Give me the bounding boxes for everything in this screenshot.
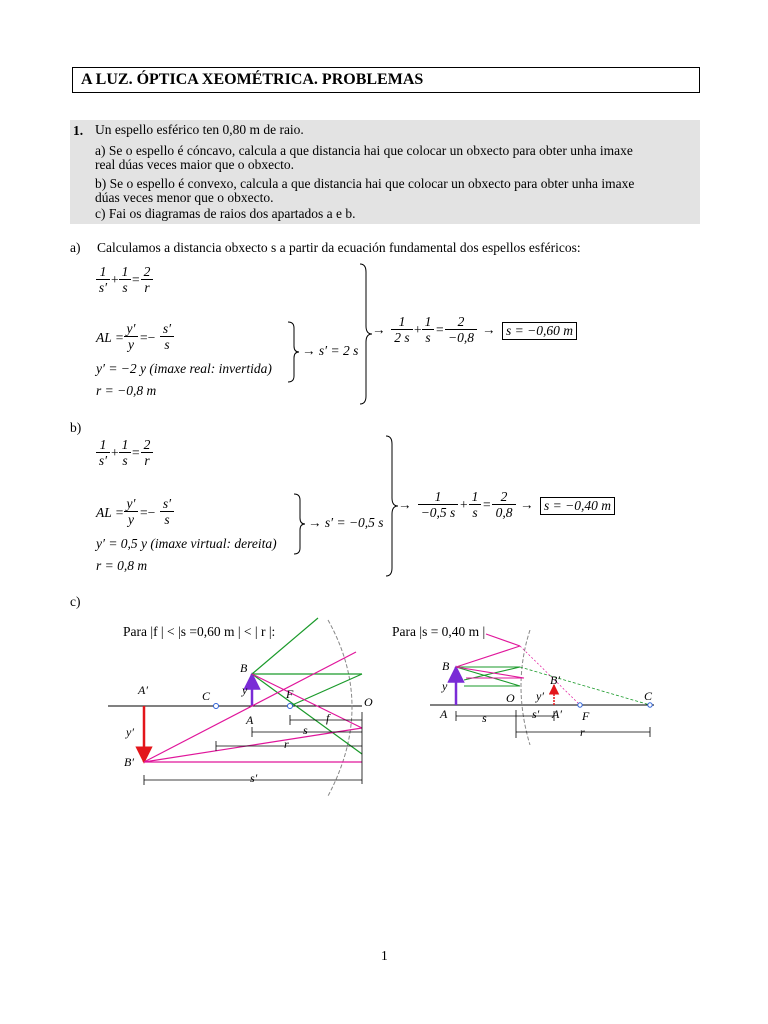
label-s: s (303, 723, 308, 737)
magnification-lhs-a: AL = (96, 330, 124, 345)
problem-part-b-line2: dúas veces menor que o obxecto. (95, 190, 274, 205)
frac-1-s-b: $\frac{1}{s}$ (119, 438, 131, 468)
problem-part-a-line1: a) Se o espello é cóncavo, calcula a que distancia hai que colocar un obxecto para obter unha imaxe (95, 143, 633, 158)
label-C: C (202, 689, 211, 703)
label-B: B (240, 661, 248, 675)
center-point-C (214, 704, 219, 709)
brace-large-b (386, 436, 398, 576)
label-A: A (246, 713, 254, 727)
label-r2: r (580, 725, 585, 739)
implies-a: → s′ = 2 s (302, 343, 359, 358)
frac-sprime-s-b: $\frac{s'}{s}$ (160, 497, 174, 527)
diagram1-caption: Para |f | < |s =0,60 m | < | r |: (123, 624, 276, 639)
brace-small-a (288, 322, 299, 382)
problem-number: 1. (73, 123, 84, 138)
label-B2: B (442, 659, 450, 673)
label-Bprime: B′ (124, 755, 134, 769)
label-F: F (286, 687, 294, 701)
subst-frac2-a: $\frac{1}{s}$ (422, 315, 434, 345)
label-A2: A (440, 707, 448, 721)
frac-1-sprime-b: $\frac{1}{s'}$ (96, 438, 110, 468)
label-C2: C (644, 689, 653, 703)
subst-frac2-b: $\frac{1}{s}$ (469, 490, 481, 520)
frac-1-sprime: $\frac{1}{s'}$ (96, 265, 110, 295)
frac-yprime-y-a: $\frac{y'}{y}$ (124, 322, 138, 352)
solution-b-label: b) (70, 420, 82, 435)
solution-a-intro: Calculamos a distancia obxecto s a partir da ecuación fundamental dos espellos esféricos: (97, 240, 581, 255)
focus-point-F (288, 704, 293, 709)
problem-part-c: c) Fai os diagramas de raios dos apartados a e b. (95, 206, 356, 221)
frac-sprime-s-a: $\frac{s'}{s}$ (160, 322, 174, 352)
label-O2: O (506, 691, 515, 705)
subst-frac1-a: $\frac{1}{2 s}$ (391, 315, 413, 345)
frac-2-r: $\frac{2}{r}$ (141, 265, 153, 295)
ray-diagram-concave (100, 612, 390, 800)
image-relation-a: y′ = −2 y (imaxe real: invertida) (96, 361, 272, 376)
frac-1-s: $\frac{1}{s}$ (119, 265, 131, 295)
result-b: s = −0,40 m (540, 497, 615, 515)
result-a: s = −0,60 m (502, 322, 577, 340)
diagram2-caption: Para |s = 0,40 m | (392, 624, 486, 639)
label-s2: s (482, 711, 487, 725)
page-title: A LUZ. ÓPTICA XEOMÉTRICA. PROBLEMAS (81, 71, 424, 88)
problem-text: Un espello esférico ten 0,80 m de raio. (95, 122, 304, 137)
radius-a: r = −0,8 m (96, 383, 157, 398)
subst-frac3-b: $\frac{2}{0,8}$ (492, 490, 516, 520)
label-yprime: y′ (126, 725, 134, 739)
focus-point-F2 (578, 703, 582, 707)
implies-b: → s′ = −0,5 s (308, 515, 384, 530)
page-number: 1 (381, 948, 388, 963)
label-r: r (284, 737, 289, 751)
frac-yprime-y-b: $\frac{y'}{y}$ (124, 497, 138, 527)
label-f: f (326, 711, 330, 725)
ray-diagram-convex (420, 630, 664, 745)
subst-frac1-b: $\frac{1}{-0,5 s}$ (418, 490, 458, 520)
center-point-C2 (648, 703, 652, 707)
label-Aprime: A′ (138, 683, 148, 697)
brace-small-b (294, 494, 305, 554)
label-yprime2: y′ (536, 689, 544, 703)
convex-mirror (521, 630, 530, 745)
label-sprime: s′ (250, 771, 258, 785)
frac-2-r-b: $\frac{2}{r}$ (141, 438, 153, 468)
label-F2: F (582, 709, 590, 723)
ray-green-1 (252, 618, 318, 674)
brace-large-a (360, 264, 372, 404)
label-Bprime2: B′ (550, 673, 560, 687)
solution-c-label: c) (70, 594, 81, 609)
subst-frac3-a: $\frac{2}{-0,8}$ (445, 315, 477, 345)
label-Aprime2: A′ (552, 707, 562, 721)
label-y2: y (442, 679, 448, 693)
label-y: y (242, 683, 248, 697)
radius-b: r = 0,8 m (96, 558, 148, 573)
label-O: O (364, 695, 373, 709)
image-relation-b: y′ = 0,5 y (imaxe virtual: dereita) (96, 536, 277, 551)
solution-a-label: a) (70, 240, 81, 255)
problem-part-b-line1: b) Se o espello é convexo, calcula a que distancia hai que colocar un obxecto para obter unha imaxe (95, 176, 635, 191)
concave-mirror (328, 620, 352, 796)
magnification-lhs-b: AL = (96, 505, 124, 520)
problem-part-a-line2: real dúas veces maior que o obxecto. (95, 157, 295, 172)
label-sprime2: s′ (532, 707, 540, 721)
